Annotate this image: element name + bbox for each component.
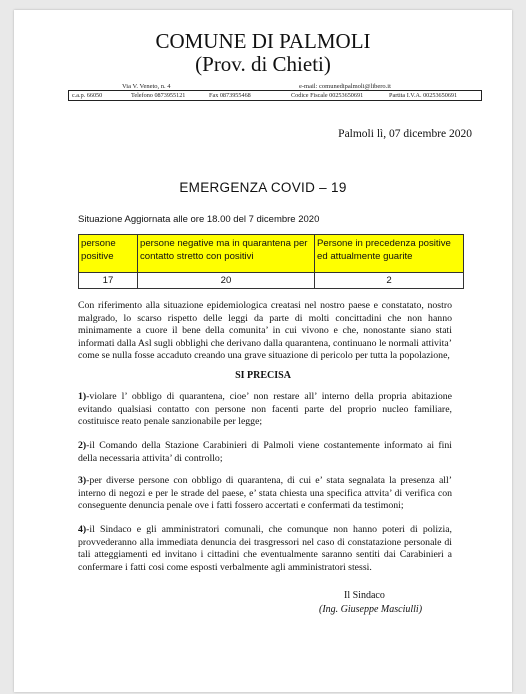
point-1-text: -violare l’ obbligo di quarantena, cioe’ non restare all’ interno della propria abitazione evitando qualsiasi contatto con persone non facenti parte del proprio nucleo familiare, costituisce reato penale sanzionabile per legge;	[78, 391, 452, 428]
municipality-title: COMUNE DI PALMOLI	[155, 29, 371, 53]
email-text: e-mail: comunedipalmoli@libero.it	[299, 83, 391, 90]
point-2	[78, 440, 452, 465]
table-header-row	[79, 235, 464, 273]
table-values-row	[79, 273, 464, 289]
si-precisa-heading: SI PRECISA	[235, 370, 291, 381]
value-quarantine: 20	[138, 273, 315, 289]
contact-info-box	[68, 90, 482, 101]
point-2-number: 2)	[78, 440, 87, 451]
telefono-text: Telefono 0873955121	[131, 92, 186, 99]
point-4-text: -il Sindaco e gli amministratori comunali, che comunque non hanno poteri di polizia, provvederanno alla immediata denuncia dei trasgressori nel caso di constatazione personale di tali atteggiamenti ed invitano i cittadini che eventualmente saranno sentiti dai Carabinieri a confermare i fatti cosi come esposti verbalmente agli amministratori stessi.	[78, 524, 452, 573]
header-quarantine: persone negative ma in quarantena per contatto stretto con positivi	[138, 235, 315, 273]
situation-update: Situazione Aggiornata alle ore 18.00 del 7 dicembre 2020	[78, 214, 320, 225]
point-3-number: 3)	[78, 475, 87, 486]
signature-name: (Ing. Giuseppe Masciulli)	[319, 604, 423, 615]
header-positive: persone positive	[79, 235, 138, 273]
document-date: Palmoli lì, 07 dicembre 2020	[338, 128, 472, 140]
value-positive: 17	[79, 273, 138, 289]
signature-role: Il Sindaco	[344, 590, 385, 601]
codice-fiscale-text: Codice Fiscale 00253650691	[291, 92, 364, 99]
point-4-number: 4)	[78, 524, 87, 535]
province-subtitle: (Prov. di Chieti)	[195, 52, 331, 76]
intro-paragraph: Con riferimento alla situazione epidemiologica creatasi nel nostro paese e constatato, nostro malgrado, lo scarso rispetto delle leggi da parte di molti concittadini che non hanno minimamente a cuore il bene della comunita’ in cui vivono e che, nonostante siano stati informati dalla Asl sugli obblighi che derivano dalla quarantena, continuano le normali attivita’ come se nulla fosse accaduto creando una grave situazione di pericolo per tutta la popolazione,	[78, 300, 452, 362]
point-4	[78, 524, 452, 574]
cap-text: c.a.p. 66050	[72, 92, 103, 99]
emergency-title: EMERGENZA COVID – 19	[179, 180, 347, 195]
header-recovered: Persone in precedenza positive ed attualmente guarite	[315, 235, 464, 273]
point-2-text: -il Comando della Stazione Carabinieri di Palmoli viene costantemente informato ai fini della necessaria attivita’ di controllo;	[78, 440, 452, 464]
address-text: Via V. Veneto, n. 4	[122, 83, 171, 90]
covid-stats-table	[78, 234, 464, 289]
point-3	[78, 475, 452, 513]
point-3-text: -per diverse persone con obbligo di quarantena, di cui e’ stata segnalata la presenza all’ interno di negozi e per le strade del paese, e’ stata chiesta una specifica attvita’ di verifica con conseguente denuncia penale ove i fatti fossero accertati e confermati da testimoni;	[78, 475, 452, 512]
value-recovered: 2	[315, 273, 464, 289]
point-1	[78, 391, 452, 429]
document-page	[14, 10, 512, 692]
fax-text: Fax 0873955468	[209, 92, 251, 99]
partita-iva-text: Partita I.V.A. 00253650691	[389, 92, 458, 99]
point-1-number: 1)	[78, 391, 87, 402]
